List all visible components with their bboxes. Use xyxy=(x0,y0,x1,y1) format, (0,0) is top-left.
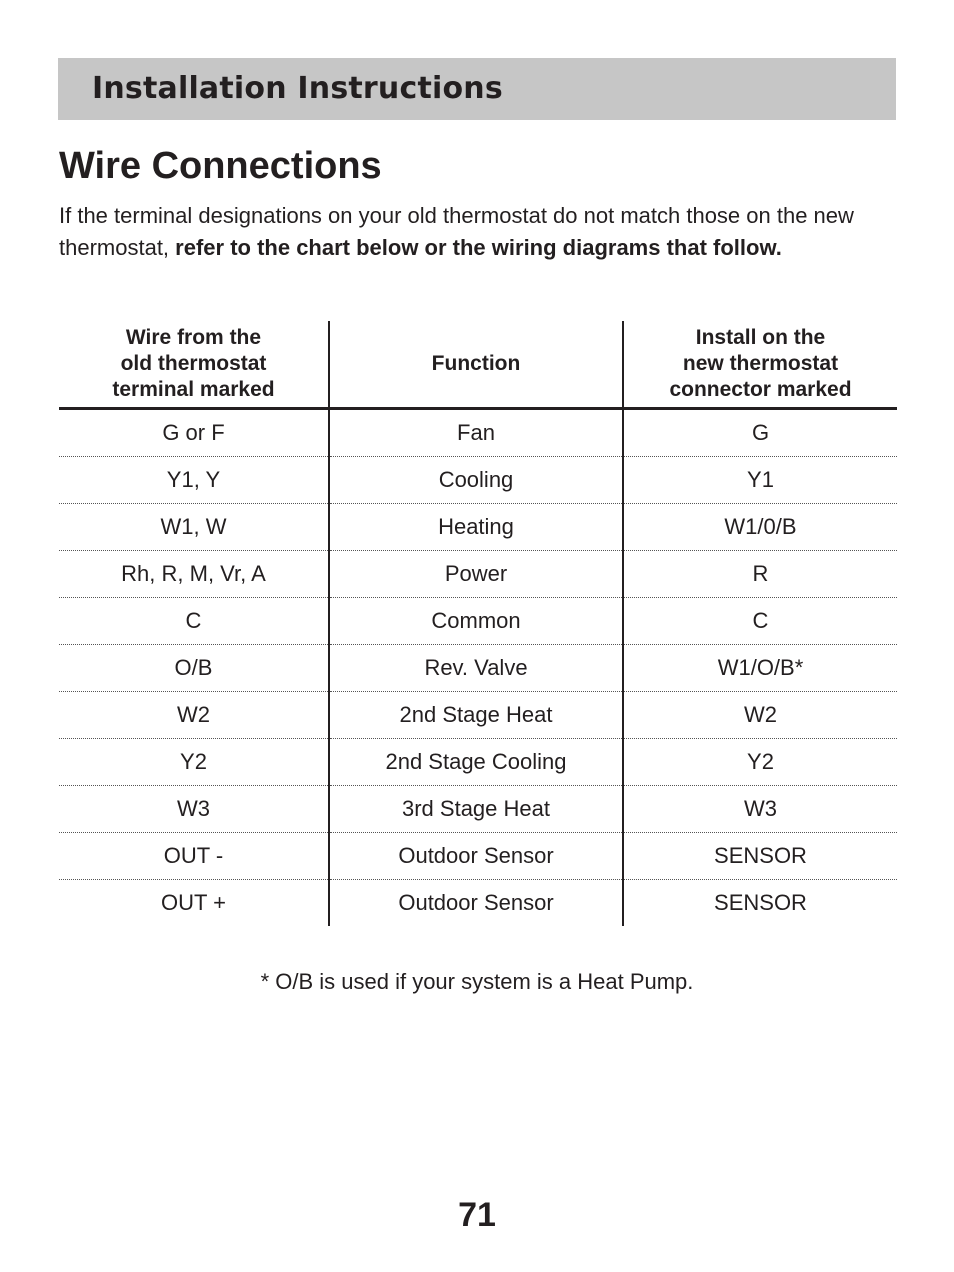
header-new-connector-line-3: connector marked xyxy=(669,378,852,401)
cell-new-connector: W1/0/B xyxy=(623,504,897,551)
cell-new-connector: R xyxy=(623,551,897,598)
cell-function: Fan xyxy=(329,409,623,457)
table-row xyxy=(59,551,897,598)
cell-old-terminal: OUT - xyxy=(59,833,329,880)
cell-new-connector: Y2 xyxy=(623,739,897,786)
page-title: Wire Connections xyxy=(59,145,382,187)
table-row xyxy=(59,598,897,645)
header-new-connector-line-1: Install on the xyxy=(695,326,826,349)
cell-function: Heating xyxy=(329,504,623,551)
cell-function: Common xyxy=(329,598,623,645)
cell-new-connector: SENSOR xyxy=(714,890,807,915)
cell-function: Rev. Valve xyxy=(329,645,623,692)
table-row xyxy=(59,833,897,880)
table-header-row xyxy=(59,321,897,409)
table-row xyxy=(59,786,897,833)
intro-bold-text: refer to the chart below or the wiring diagrams that follow. xyxy=(175,235,782,260)
header-old-terminal xyxy=(59,321,329,409)
cell-function: 2nd Stage Cooling xyxy=(329,739,623,786)
section-header-bar xyxy=(58,58,896,120)
header-function: Function xyxy=(329,321,623,409)
header-new-connector xyxy=(623,321,897,409)
table-row xyxy=(59,880,897,927)
header-new-connector-line-2: new thermostat xyxy=(682,352,839,375)
cell-new-connector: SENSOR xyxy=(623,833,897,880)
header-old-terminal-line-1: Wire from the xyxy=(125,326,262,349)
cell-function: 3rd Stage Heat xyxy=(329,786,623,833)
cell-old-terminal: G or F xyxy=(59,409,329,457)
cell-function: Outdoor Sensor xyxy=(329,880,623,927)
header-old-terminal-line-3: terminal marked xyxy=(112,378,275,401)
cell-old-terminal: Y1, Y xyxy=(59,457,329,504)
table-row xyxy=(59,692,897,739)
header-old-terminal-line-2: old thermostat xyxy=(120,352,267,375)
cell-old-terminal: Rh, R, M, Vr, A xyxy=(59,551,329,598)
cell-new-connector: W2 xyxy=(623,692,897,739)
table-row xyxy=(59,409,897,457)
cell-new-connector: C xyxy=(623,598,897,645)
table-row xyxy=(59,457,897,504)
cell-old-terminal: C xyxy=(59,598,329,645)
cell-old-terminal: W1, W xyxy=(59,504,329,551)
table-row xyxy=(59,504,897,551)
cell-old-terminal: OUT + xyxy=(160,890,226,915)
cell-new-connector: W1/O/B* xyxy=(623,645,897,692)
section-title: Installation Instructions xyxy=(92,71,503,106)
wire-connections-table xyxy=(59,321,897,926)
cell-function: Power xyxy=(329,551,623,598)
intro-paragraph xyxy=(59,200,889,264)
table-row xyxy=(59,739,897,786)
cell-old-terminal: O/B xyxy=(59,645,329,692)
cell-function: 2nd Stage Heat xyxy=(329,692,623,739)
cell-new-connector: G xyxy=(623,409,897,457)
page-number: 71 xyxy=(458,1196,496,1234)
footnote: * O/B is used if your system is a Heat Pump. xyxy=(260,969,694,994)
cell-new-connector: W3 xyxy=(623,786,897,833)
cell-old-terminal: Y2 xyxy=(59,739,329,786)
cell-function: Cooling xyxy=(329,457,623,504)
table-row xyxy=(59,645,897,692)
intro-text: If the terminal designations on your old thermostat do not match those on the new thermostat, xyxy=(59,203,854,260)
cell-new-connector: Y1 xyxy=(623,457,897,504)
cell-function: Outdoor Sensor xyxy=(329,833,623,880)
cell-old-terminal: W2 xyxy=(59,692,329,739)
cell-old-terminal: W3 xyxy=(59,786,329,833)
